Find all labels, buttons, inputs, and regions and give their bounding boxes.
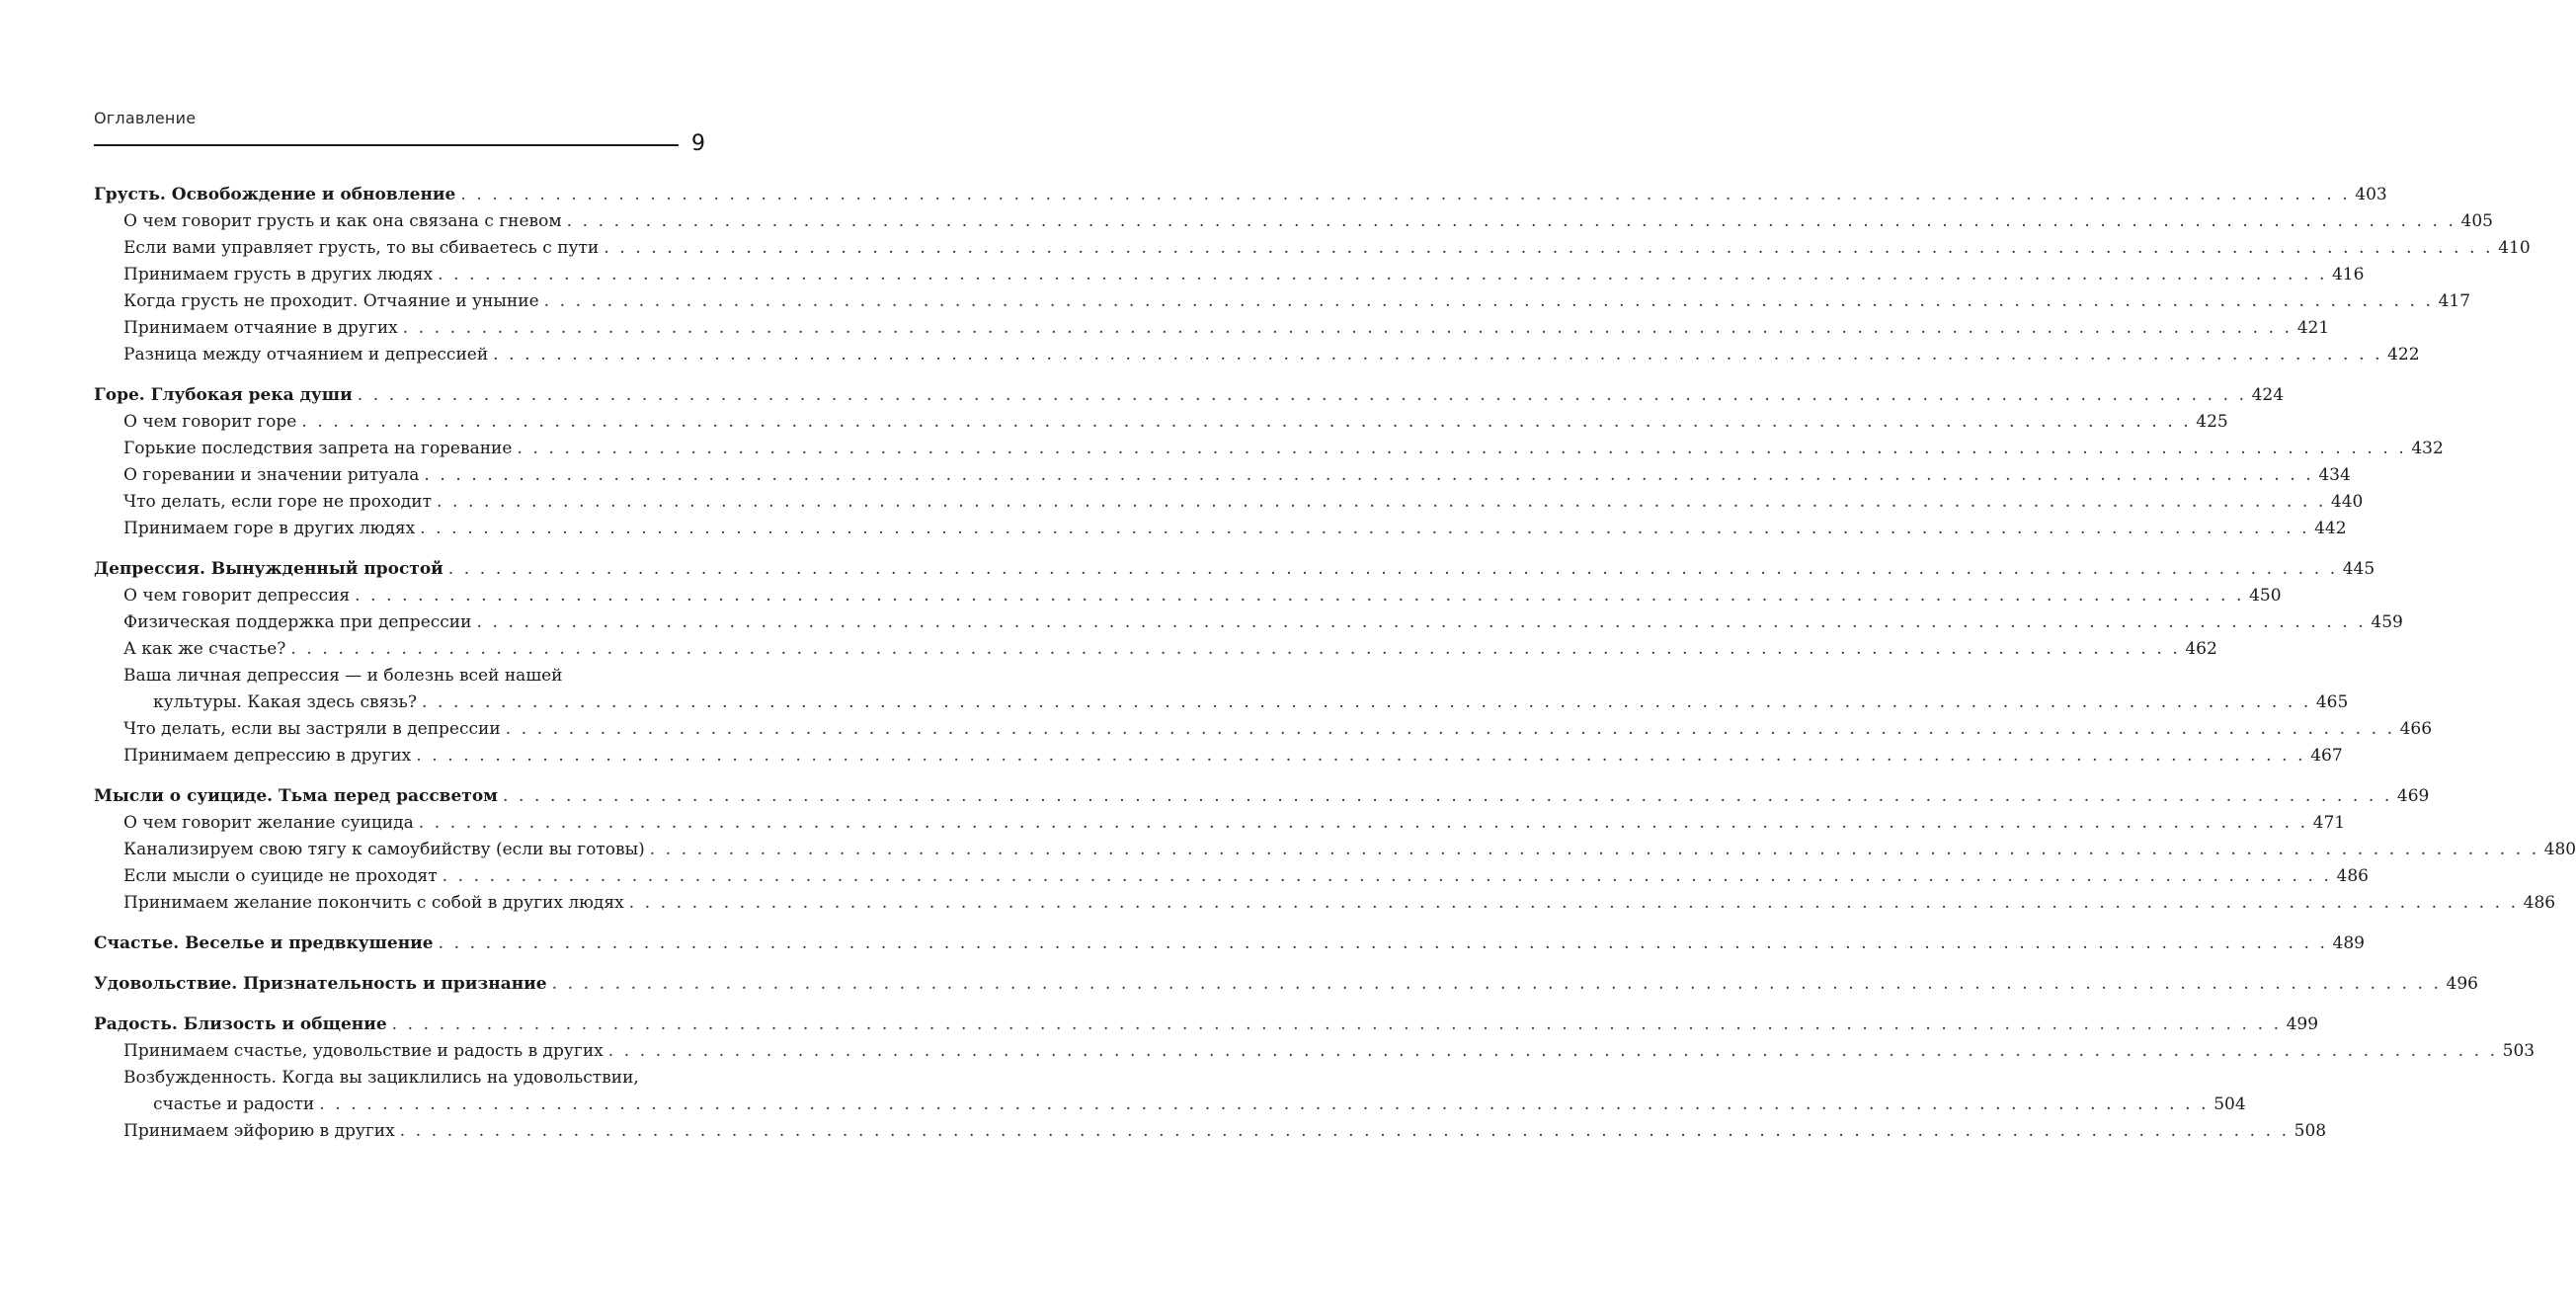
subsection-entry-title: Принимаем депрессию в других [123, 746, 412, 766]
chapter-entry-title: Счастье. Веселье и предвкушение [94, 933, 434, 953]
subsection-entry-page: 421 [2296, 318, 2330, 338]
chapter-entry [94, 556, 2375, 583]
subsection-entry-page: 466 [2399, 719, 2433, 739]
chapter-entry-title: Удовольствие. Признательность и признание [94, 974, 547, 994]
dot-leader: . . . . . . . . . . . . . . . . . . . . . . . . . . . . . . . . . . . . . . . . . . . . . . . . . . . . . . . . . . . . . . . . . . . . . . . . . . . . . . . . . . . . . . . . . . . . . . . . . . . . . . . . . . . . . . . . . . . . . . . . [424, 465, 2314, 485]
subsection-entry-line1: Возбужденность. Когда вы зациклились на удовольствии, [123, 1068, 639, 1088]
dot-leader: . . . . . . . . . . . . . . . . . . . . . . . . . . . . . . . . . . . . . . . . . . . . . . . . . . . . . . . . . . . . . . . . . . . . . . . . . . . . . . . . . . . . . . . . . . . . . . . . . . . . . . . . . . . . . . . . . . . . . . . . [402, 318, 2293, 338]
subsection-entry [94, 208, 2493, 235]
subsection-entry-page: 416 [2331, 265, 2365, 284]
subsection-entry [94, 489, 2364, 516]
subsection-entry-page: 471 [2312, 813, 2346, 833]
subsection-entry-page: 405 [2460, 211, 2493, 231]
subsection-entry-title: Принимаем эйфорию в других [123, 1121, 395, 1141]
subsection-entry-title: Когда грусть не проходит. Отчаяние и уныние [123, 291, 539, 311]
subsection-entry-title: Разница между отчаянием и депрессией [123, 345, 489, 364]
subsection-entry [94, 1092, 2246, 1118]
chapter-entry-page: 403 [2355, 185, 2387, 204]
subsection-entry-title: А как же счастье? [123, 639, 286, 659]
subsection-entry-page: 462 [2185, 639, 2217, 659]
subsection-entry-line1: Ваша личная депрессия — и болезнь всей нашей [123, 666, 563, 686]
dot-leader: . . . . . . . . . . . . . . . . . . . . . . . . . . . . . . . . . . . . . . . . . . . . . . . . . . . . . . . . . . . . . . . . . . . . . . . . . . . . . . . . . . . . . . . . . . . . . . . . . . . . . . . . . . . . . . . . . . . . . . . . [604, 238, 2494, 258]
subsection-entry-page: 425 [2196, 412, 2228, 432]
dot-leader: . . . . . . . . . . . . . . . . . . . . . . . . . . . . . . . . . . . . . . . . . . . . . . . . . . . . . . . . . . . . . . . . . . . . . . . . . . . . . . . . . . . . . . . . . . . . . . . . . . . . . . . . . . . . . . . . . . . . . . . . [357, 385, 2247, 405]
subsection-entry-page: 486 [2336, 866, 2369, 886]
chapter-entry-page: 469 [2396, 786, 2430, 806]
subsection-entry [94, 837, 2576, 863]
chapter-entry-title: Горе. Глубокая река души [94, 385, 353, 405]
dot-leader: . . . . . . . . . . . . . . . . . . . . . . . . . . . . . . . . . . . . . . . . . . . . . . . . . . . . . . . . . . . . . . . . . . . . . . . . . . . . . . . . . . . . . . . . . . . . . . . . . . . . . . . . . . . . . . . . . . . . . . . . [551, 974, 2442, 994]
subsection-entry-page: 480 [2543, 840, 2576, 859]
subsection-entry-title: О чем говорит горе [123, 412, 297, 432]
dot-leader: . . . . . . . . . . . . . . . . . . . . . . . . . . . . . . . . . . . . . . . . . . . . . . . . . . . . . . . . . . . . . . . . . . . . . . . . . . . . . . . . . . . . . . . . . . . . . . . . . . . . . . . . . . . . . . . . . . . . . . . . [437, 492, 2326, 512]
subsection-entry [94, 516, 2347, 542]
subsection-entry [94, 288, 2471, 315]
toc-section [94, 182, 2531, 368]
toc-section [94, 783, 2576, 917]
chapter-entry [94, 1012, 2319, 1038]
subsection-entry [94, 436, 2444, 462]
chapter-entry [94, 783, 2430, 810]
chapter-entry-title: Депрессия. Вынужденный простой [94, 559, 443, 579]
dot-leader: . . . . . . . . . . . . . . . . . . . . . . . . . . . . . . . . . . . . . . . . . . . . . . . . . . . . . . . . . . . . . . . . . . . . . . . . . . . . . . . . . . . . . . . . . . . . . . . . . . . . . . . . . . . . . . . . . . . . . . . . [421, 692, 2311, 712]
dot-leader: . . . . . . . . . . . . . . . . . . . . . . . . . . . . . . . . . . . . . . . . . . . . . . . . . . . . . . . . . . . . . . . . . . . . . . . . . . . . . . . . . . . . . . . . . . . . . . . . . . . . . . . . . . . . . . . . . . . . . . . . [476, 612, 2367, 632]
dot-leader: . . . . . . . . . . . . . . . . . . . . . . . . . . . . . . . . . . . . . . . . . . . . . . . . . . . . . . . . . . . . . . . . . . . . . . . . . . . . . . . . . . . . . . . . . . . . . . . . . . . . . . . . . . . . . . . . . . . . . . . . [607, 1041, 2498, 1061]
chapter-entry-page: 499 [2286, 1014, 2319, 1034]
subsection-entry-title: Принимаем желание покончить с собой в других людях [123, 893, 624, 913]
subsection-entry-title: Принимаем грусть в других людях [123, 265, 434, 284]
subsection-entry [94, 810, 2346, 837]
subsection-entry-title: культуры. Какая здесь связь? [153, 692, 417, 712]
subsection-entry [94, 890, 2556, 917]
chapter-entry [94, 931, 2365, 957]
subsection-entry [94, 716, 2433, 743]
dot-leader: . . . . . . . . . . . . . . . . . . . . . . . . . . . . . . . . . . . . . . . . . . . . . . . . . . . . . . . . . . . . . . . . . . . . . . . . . . . . . . . . . . . . . . . . . . . . . . . . . . . . . . . . . . . . . . . . . . . . . . . . [543, 291, 2434, 311]
dot-leader: . . . . . . . . . . . . . . . . . . . . . . . . . . . . . . . . . . . . . . . . . . . . . . . . . . . . . . . . . . . . . . . . . . . . . . . . . . . . . . . . . . . . . . . . . . . . . . . . . . . . . . . . . . . . . . . . . . . . . . . . [493, 345, 2383, 364]
subsection-entry-page: 504 [2214, 1094, 2246, 1114]
dot-leader: . . . . . . . . . . . . . . . . . . . . . . . . . . . . . . . . . . . . . . . . . . . . . . . . . . . . . . . . . . . . . . . . . . . . . . . . . . . . . . . . . . . . . . . . . . . . . . . . . . . . . . . . . . . . . . . . . . . . . . . . [438, 933, 2328, 953]
subsection-entry-title: Физическая поддержка при депрессии [123, 612, 472, 632]
subsection-entry-page: 467 [2310, 746, 2343, 766]
table-of-contents [94, 182, 2576, 1159]
subsection-entry-page: 459 [2371, 612, 2403, 632]
subsection-entry [94, 235, 2531, 262]
toc-section [94, 931, 2365, 957]
dot-leader: . . . . . . . . . . . . . . . . . . . . . . . . . . . . . . . . . . . . . . . . . . . . . . . . . . . . . . . . . . . . . . . . . . . . . . . . . . . . . . . . . . . . . . . . . . . . . . . . . . . . . . . . . . . . . . . . . . . . . . . . [301, 412, 2192, 432]
dot-leader: . . . . . . . . . . . . . . . . . . . . . . . . . . . . . . . . . . . . . . . . . . . . . . . . . . . . . . . . . . . . . . . . . . . . . . . . . . . . . . . . . . . . . . . . . . . . . . . . . . . . . . . . . . . . . . . . . . . . . . . . [391, 1014, 2282, 1034]
toc-section [94, 382, 2444, 542]
subsection-entry [94, 689, 2349, 716]
subsection-entry [94, 743, 2343, 770]
dot-leader: . . . . . . . . . . . . . . . . . . . . . . . . . . . . . . . . . . . . . . . . . . . . . . . . . . . . . . . . . . . . . . . . . . . . . . . . . . . . . . . . . . . . . . . . . . . . . . . . . . . . . . . . . . . . . . . . . . . . . . . . [505, 719, 2395, 739]
dot-leader: . . . . . . . . . . . . . . . . . . . . . . . . . . . . . . . . . . . . . . . . . . . . . . . . . . . . . . . . . . . . . . . . . . . . . . . . . . . . . . . . . . . . . . . . . . . . . . . . . . . . . . . . . . . . . . . . . . . . . . . . [438, 265, 2327, 284]
subsection-entry-page: 410 [2498, 238, 2531, 258]
subsection-entry-title: Что делать, если горе не проходит [123, 492, 432, 512]
dot-leader: . . . . . . . . . . . . . . . . . . . . . . . . . . . . . . . . . . . . . . . . . . . . . . . . . . . . . . . . . . . . . . . . . . . . . . . . . . . . . . . . . . . . . . . . . . . . . . . . . . . . . . . . . . . . . . . . . . . . . . . . [416, 746, 2306, 766]
subsection-entry-page: 440 [2330, 492, 2364, 512]
subsection-entry [94, 1118, 2327, 1145]
subsection-entry [94, 583, 2282, 609]
subsection-entry [94, 342, 2420, 368]
subsection-entry-page: 422 [2387, 345, 2420, 364]
dot-leader: . . . . . . . . . . . . . . . . . . . . . . . . . . . . . . . . . . . . . . . . . . . . . . . . . . . . . . . . . . . . . . . . . . . . . . . . . . . . . . . . . . . . . . . . . . . . . . . . . . . . . . . . . . . . . . . . . . . . . . . . [442, 866, 2332, 886]
subsection-entry-page: 434 [2318, 465, 2351, 485]
subsection-entry-page: 486 [2523, 893, 2556, 913]
dot-leader: . . . . . . . . . . . . . . . . . . . . . . . . . . . . . . . . . . . . . . . . . . . . . . . . . . . . . . . . . . . . . . . . . . . . . . . . . . . . . . . . . . . . . . . . . . . . . . . . . . . . . . . . . . . . . . . . . . . . . . . . [290, 639, 2181, 659]
toc-section [94, 556, 2433, 770]
subsection-entry [94, 262, 2365, 288]
subsection-entry-title: Принимаем отчаяние в других [123, 318, 398, 338]
dot-leader: . . . . . . . . . . . . . . . . . . . . . . . . . . . . . . . . . . . . . . . . . . . . . . . . . . . . . . . . . . . . . . . . . . . . . . . . . . . . . . . . . . . . . . . . . . . . . . . . . . . . . . . . . . . . . . . . . . . . . . . . [517, 439, 2407, 458]
subsection-entry [94, 315, 2330, 342]
dot-leader: . . . . . . . . . . . . . . . . . . . . . . . . . . . . . . . . . . . . . . . . . . . . . . . . . . . . . . . . . . . . . . . . . . . . . . . . . . . . . . . . . . . . . . . . . . . . . . . . . . . . . . . . . . . . . . . . . . . . . . . . [566, 211, 2456, 231]
subsection-entry-title: О горевании и значении ритуала [123, 465, 420, 485]
subsection-entry [94, 636, 2217, 663]
subsection-entry [94, 863, 2369, 890]
subsection-entry-page: 465 [2315, 692, 2349, 712]
running-head: Оглавление [94, 109, 197, 127]
chapter-entry [94, 971, 2478, 998]
subsection-entry-title: Если вами управляет грусть, то вы сбиваетесь с пути [123, 238, 600, 258]
subsection-entry-title: Принимаем горе в других людях [123, 519, 416, 538]
subsection-entry-page: 508 [2294, 1121, 2327, 1141]
chapter-entry-page: 489 [2332, 933, 2365, 953]
toc-section [94, 971, 2478, 998]
toc-section [94, 1012, 2536, 1145]
subsection-entry [94, 462, 2351, 489]
dot-leader: . . . . . . . . . . . . . . . . . . . . . . . . . . . . . . . . . . . . . . . . . . . . . . . . . . . . . . . . . . . . . . . . . . . . . . . . . . . . . . . . . . . . . . . . . . . . . . . . . . . . . . . . . . . . . . . . . . . . . . . . [447, 559, 2338, 579]
subsection-entry-title: Принимаем счастье, удовольствие и радость в других [123, 1041, 604, 1061]
dot-leader: . . . . . . . . . . . . . . . . . . . . . . . . . . . . . . . . . . . . . . . . . . . . . . . . . . . . . . . . . . . . . . . . . . . . . . . . . . . . . . . . . . . . . . . . . . . . . . . . . . . . . . . . . . . . . . . . . . . . . . . . [502, 786, 2392, 806]
subsection-entry [94, 409, 2228, 436]
subsection-entry-title: Если мысли о суициде не проходят [123, 866, 438, 886]
page-number: 9 [691, 131, 705, 156]
header-rule [94, 144, 679, 146]
subsection-entry-title: счастье и радости [153, 1094, 315, 1114]
dot-leader: . . . . . . . . . . . . . . . . . . . . . . . . . . . . . . . . . . . . . . . . . . . . . . . . . . . . . . . . . . . . . . . . . . . . . . . . . . . . . . . . . . . . . . . . . . . . . . . . . . . . . . . . . . . . . . . . . . . . . . . . [319, 1094, 2210, 1114]
chapter-entry-title: Мысли о суициде. Тьма перед рассветом [94, 786, 498, 806]
subsection-entry-title: О чем говорит желание суицида [123, 813, 414, 833]
dot-leader: . . . . . . . . . . . . . . . . . . . . . . . . . . . . . . . . . . . . . . . . . . . . . . . . . . . . . . . . . . . . . . . . . . . . . . . . . . . . . . . . . . . . . . . . . . . . . . . . . . . . . . . . . . . . . . . . . . . . . . . . [649, 840, 2539, 859]
subsection-entry [94, 1038, 2536, 1065]
subsection-entry-title: Канализируем свою тягу к самоубийству (если вы готовы) [123, 840, 645, 859]
dot-leader: . . . . . . . . . . . . . . . . . . . . . . . . . . . . . . . . . . . . . . . . . . . . . . . . . . . . . . . . . . . . . . . . . . . . . . . . . . . . . . . . . . . . . . . . . . . . . . . . . . . . . . . . . . . . . . . . . . . . . . . . [418, 813, 2308, 833]
dot-leader: . . . . . . . . . . . . . . . . . . . . . . . . . . . . . . . . . . . . . . . . . . . . . . . . . . . . . . . . . . . . . . . . . . . . . . . . . . . . . . . . . . . . . . . . . . . . . . . . . . . . . . . . . . . . . . . . . . . . . . . . [460, 185, 2351, 204]
dot-leader: . . . . . . . . . . . . . . . . . . . . . . . . . . . . . . . . . . . . . . . . . . . . . . . . . . . . . . . . . . . . . . . . . . . . . . . . . . . . . . . . . . . . . . . . . . . . . . . . . . . . . . . . . . . . . . . . . . . . . . . . [628, 893, 2519, 913]
subsection-entry-page: 432 [2411, 439, 2444, 458]
dot-leader: . . . . . . . . . . . . . . . . . . . . . . . . . . . . . . . . . . . . . . . . . . . . . . . . . . . . . . . . . . . . . . . . . . . . . . . . . . . . . . . . . . . . . . . . . . . . . . . . . . . . . . . . . . . . . . . . . . . . . . . . [420, 519, 2310, 538]
chapter-entry-page: 445 [2342, 559, 2375, 579]
subsection-entry-title: О чем говорит депрессия [123, 586, 351, 606]
subsection-entry-page: 417 [2438, 291, 2471, 311]
subsection-entry-title: Горькие последствия запрета на горевание [123, 439, 513, 458]
chapter-entry-title: Грусть. Освобождение и обновление [94, 185, 456, 204]
chapter-entry-page: 496 [2446, 974, 2478, 994]
subsection-entry-title: О чем говорит грусть и как она связана с гневом [123, 211, 562, 231]
chapter-entry [94, 182, 2387, 208]
chapter-entry [94, 382, 2285, 409]
subsection-entry [94, 609, 2403, 636]
dot-leader: . . . . . . . . . . . . . . . . . . . . . . . . . . . . . . . . . . . . . . . . . . . . . . . . . . . . . . . . . . . . . . . . . . . . . . . . . . . . . . . . . . . . . . . . . . . . . . . . . . . . . . . . . . . . . . . . . . . . . . . . [399, 1121, 2290, 1141]
chapter-entry-title: Радость. Близость и общение [94, 1014, 387, 1034]
subsection-entry-page: 450 [2249, 586, 2282, 606]
chapter-entry-page: 424 [2251, 385, 2285, 405]
subsection-entry-title: Что делать, если вы застряли в депрессии [123, 719, 501, 739]
subsection-entry-page: 442 [2314, 519, 2347, 538]
dot-leader: . . . . . . . . . . . . . . . . . . . . . . . . . . . . . . . . . . . . . . . . . . . . . . . . . . . . . . . . . . . . . . . . . . . . . . . . . . . . . . . . . . . . . . . . . . . . . . . . . . . . . . . . . . . . . . . . . . . . . . . . [355, 586, 2245, 606]
subsection-entry-page: 503 [2502, 1041, 2536, 1061]
